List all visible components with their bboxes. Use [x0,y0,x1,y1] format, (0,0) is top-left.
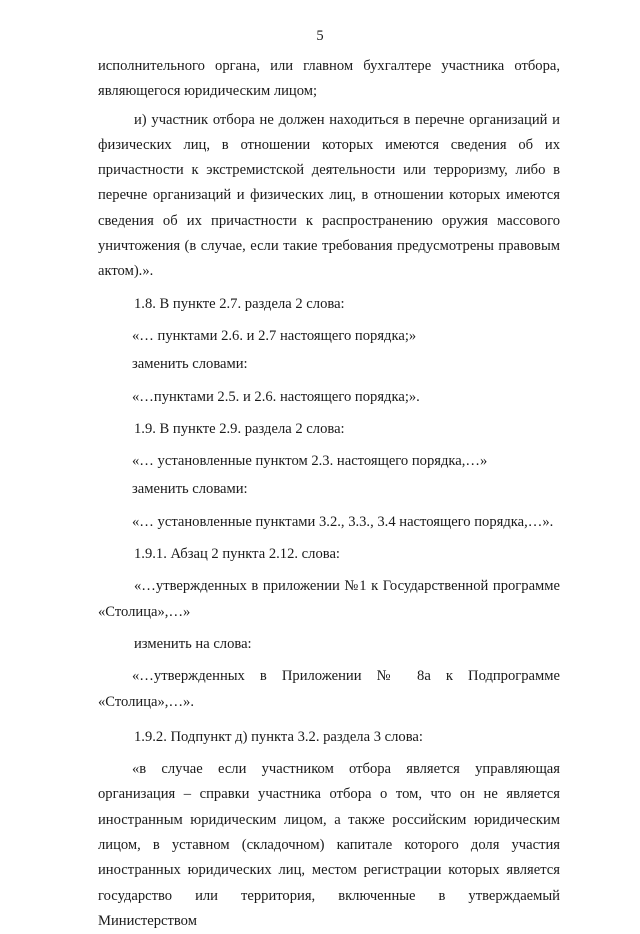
paragraph-executive-body: исполнительного органа, или главном бухгалтере участника отбора, являющегося юридическим лицом; [98,58,560,100]
paragraph-1-8: 1.8. В пункте 2.7. раздела 2 слова: [134,295,345,312]
paragraph-quote-1: «… пунктами 2.6. и 2.7 настоящего порядка;» [132,327,417,344]
page-number: 5 [316,28,324,44]
paragraph-quote-7: «в случае если участником отбора является управляющая организация – справки участника отбора о том, что он не является иностранным юридическим лицом, а также российским юридическим лицом, в уставном (складочном) капитале которого доля участия иностранных юридических лиц, местом регистрации которых является государство или территория, включенные в утверждаемый Министерством [98,761,560,929]
paragraph-replace-1: заменить словами: [132,356,248,373]
paragraph-1-9-2: 1.9.2. Подпункт д) пункта 3.2. раздела 3 слова: [134,728,423,745]
paragraph-replace-2: заменить словами: [132,481,248,498]
paragraph-quote-5: «…утвержденных в приложении №1 к Государственной программе «Столица»,…» [98,578,560,620]
paragraph-change-words: изменить на слова: [134,635,252,652]
paragraph-1-9: 1.9. В пункте 2.9. раздела 2 слова: [134,420,345,437]
document-body [98,54,560,934]
paragraph-quote-3: «… установленные пунктом 2.3. настоящего порядка,…» [132,453,488,470]
paragraph-subitem-i: и) участник отбора не должен находиться в перечне организаций и физических лиц, в отношении которых имеются сведения об их причастности к экстремистской деятельности или терроризму, либо в перечне организаций и физических лиц, в отношении которых имеются сведения об их причастности к распространению оружия массового уничтожения (в случае, если такие требования предусмотрены правовым актом).». [98,111,560,280]
paragraph-quote-2: «…пунктами 2.5. и 2.6. настоящего порядка;». [132,388,420,405]
paragraph-quote-6: «…утвержденных в Приложении № 8а к Подпрограмме «Столица»,…». [98,668,560,710]
paragraph-1-9-1: 1.9.1. Абзац 2 пункта 2.12. слова: [134,546,340,563]
paragraph-quote-4: «… установленные пунктами 3.2., 3.3., 3.4 настоящего порядка,…». [132,513,554,530]
